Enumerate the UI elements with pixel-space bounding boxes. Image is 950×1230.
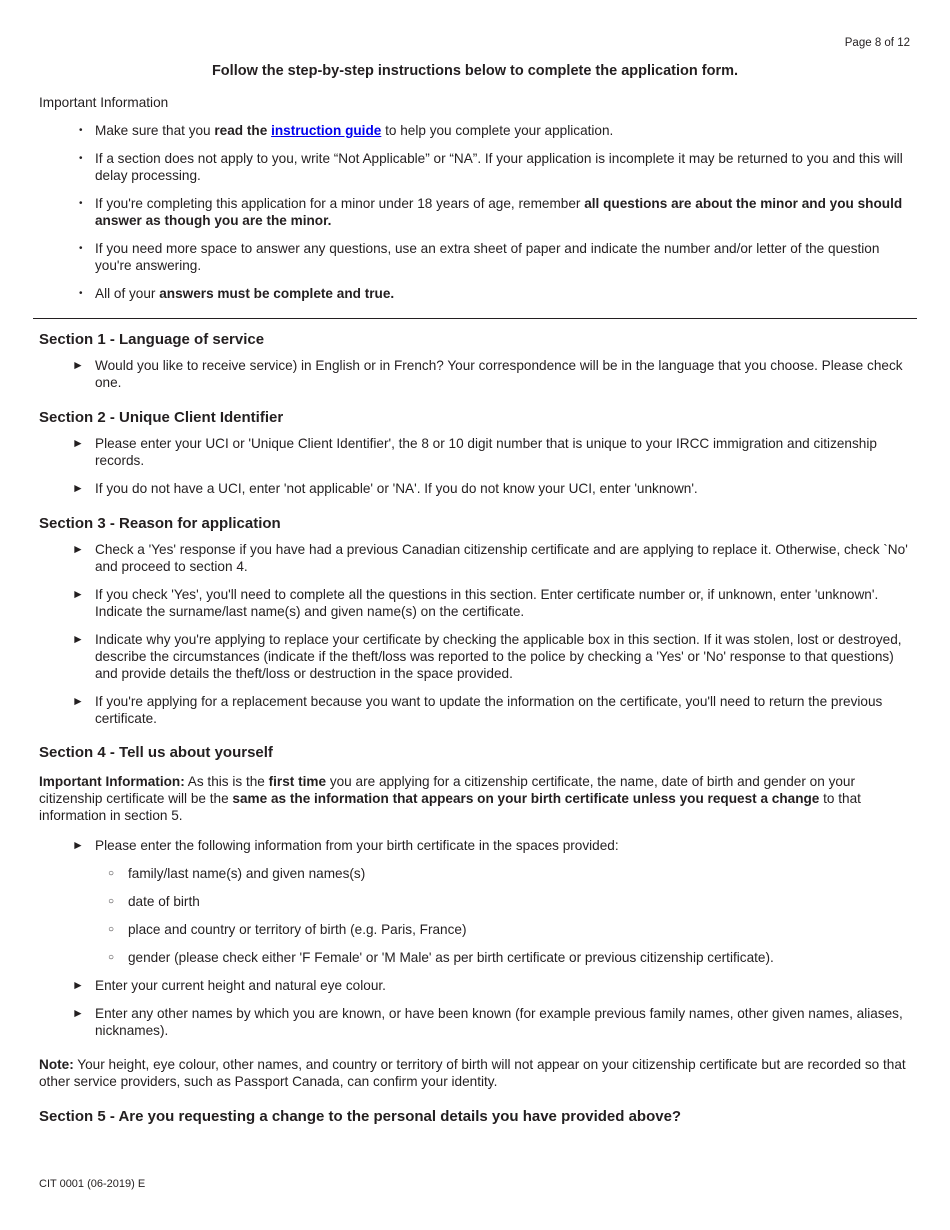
arrow-right-icon: ► xyxy=(72,838,84,852)
arrow-right-icon: ► xyxy=(72,1006,84,1020)
list-item: • Make sure that you read the instruction guide to help you complete your application. xyxy=(79,122,909,139)
sub-list-item: ○ date of birth xyxy=(108,894,200,909)
arrow-right-icon: ► xyxy=(72,632,84,646)
arrow-right-icon: ► xyxy=(72,436,84,450)
sub-list-item: ○ place and country or territory of birth (e.g. Paris, France) xyxy=(108,922,467,937)
circle-bullet-icon: ○ xyxy=(108,952,115,963)
circle-bullet-icon: ○ xyxy=(108,896,115,907)
page-heading: Follow the step-by-step instructions below to complete the application form. xyxy=(211,63,739,79)
arrow-right-icon: ► xyxy=(72,358,84,372)
list-item: ► Indicate why you're applying to replace your certificate by checking the applicable box in this section. If it was stolen, lost or destroyed, describe the circumstances (indicate if the theft/loss was reported to the police by checking a 'Yes' or 'No' response to that questions) and provide details the theft/loss or destruction in the space provided. xyxy=(72,632,902,681)
list-item: • If a section does not apply to you, write “Not Applicable” or “NA”. If your application is incomplete it may be returned to you and this will delay processing. xyxy=(79,150,909,184)
section-1-heading: Section 1 - Language of service xyxy=(39,331,265,348)
list-item: ► Enter your current height and natural eye colour. xyxy=(72,978,386,993)
divider xyxy=(33,318,917,319)
sub-list-item: ○ gender (please check either 'F Female' or 'M Male' as per birth certificate or previous citizenship certificate). xyxy=(108,950,774,965)
list-item: ► Please enter your UCI or 'Unique Client Identifier', the 8 or 10 digit number that is unique to your IRCC immigration and citizenship records. xyxy=(72,436,877,468)
circle-bullet-icon: ○ xyxy=(108,924,115,935)
list-item xyxy=(72,865,912,966)
list-item: ► Please enter the following information from your birth certificate in the spaces provided: xyxy=(72,838,619,853)
list-item: ► If you do not have a UCI, enter 'not applicable' or 'NA'. If you do not know your UCI, enter 'unknown'. xyxy=(72,481,698,496)
section-4-important-info: Important Information: As this is the first time you are applying for a citizenship certificate, the name, date of birth and gender on your citizenship certificate will be the same as the information that appears on your birth certificate unless you request a change to that information in section 5. xyxy=(39,774,861,823)
list-item: ► Enter any other names by which you are known, or have been known (for example previous family names, other given names, aliases, nicknames). xyxy=(72,1006,903,1038)
list-item: ► If you're applying for a replacement because you want to update the information on the certificate, you'll need to return the previous certificate. xyxy=(72,694,883,726)
arrow-right-icon: ► xyxy=(72,587,84,601)
arrow-right-icon: ► xyxy=(72,694,84,708)
list-item: • All of your answers must be complete and true. xyxy=(79,285,909,302)
birth-certificate-sublist xyxy=(72,865,912,966)
section-4-heading: Section 4 - Tell us about yourself xyxy=(39,744,273,761)
section-2-heading: Section 2 - Unique Client Identifier xyxy=(39,409,284,426)
important-info-label: Important Information xyxy=(39,95,169,110)
list-item: • If you need more space to answer any questions, use an extra sheet of paper and indicate the number and/or letter of the question you're answering. xyxy=(79,240,909,274)
sub-list-item: ○ family/last name(s) and given names(s) xyxy=(108,866,366,881)
section-5-heading: Section 5 - Are you requesting a change to the personal details you have provided above? xyxy=(39,1108,682,1125)
section-1-list xyxy=(72,357,912,402)
page-number: Page 8 of 12 xyxy=(844,37,910,49)
list-item: ► Would you like to receive service) in English or in French? Your correspondence will be in the language that you choose. Please check one. xyxy=(72,358,903,390)
arrow-right-icon: ► xyxy=(72,481,84,495)
arrow-right-icon: ► xyxy=(72,542,84,556)
instruction-guide-link[interactable]: instruction guide xyxy=(271,123,382,138)
section-4-note: Note: Your height, eye colour, other names, and country or territory of birth will not appear on your citizenship certificate but are recorded so that other service providers, such as Passport Canada, can confirm your identity. xyxy=(39,1057,906,1089)
form-code-footer: CIT 0001 (06-2019) E xyxy=(39,1178,146,1190)
section-2-list xyxy=(72,435,912,508)
section-3-heading: Section 3 - Reason for application xyxy=(39,515,281,532)
list-item: • If you're completing this application for a minor under 18 years of age, remember all questions are about the minor and you should answer as though you are the minor. xyxy=(79,195,909,229)
important-info-list xyxy=(79,122,909,313)
section-4-list xyxy=(72,837,912,1050)
list-item: ► Check a 'Yes' response if you have had a previous Canadian citizenship certificate and are applying to replace it. Otherwise, check `No' and proceed to section 4. xyxy=(72,542,908,574)
circle-bullet-icon: ○ xyxy=(108,868,115,879)
list-item: ► If you check 'Yes', you'll need to complete all the questions in this section. Enter certificate number or, if unknown, enter 'unknown'. Indicate the surname/last name(s) and given name(s) on the certificate. xyxy=(72,587,879,619)
section-3-list xyxy=(72,541,912,738)
arrow-right-icon: ► xyxy=(72,978,84,992)
